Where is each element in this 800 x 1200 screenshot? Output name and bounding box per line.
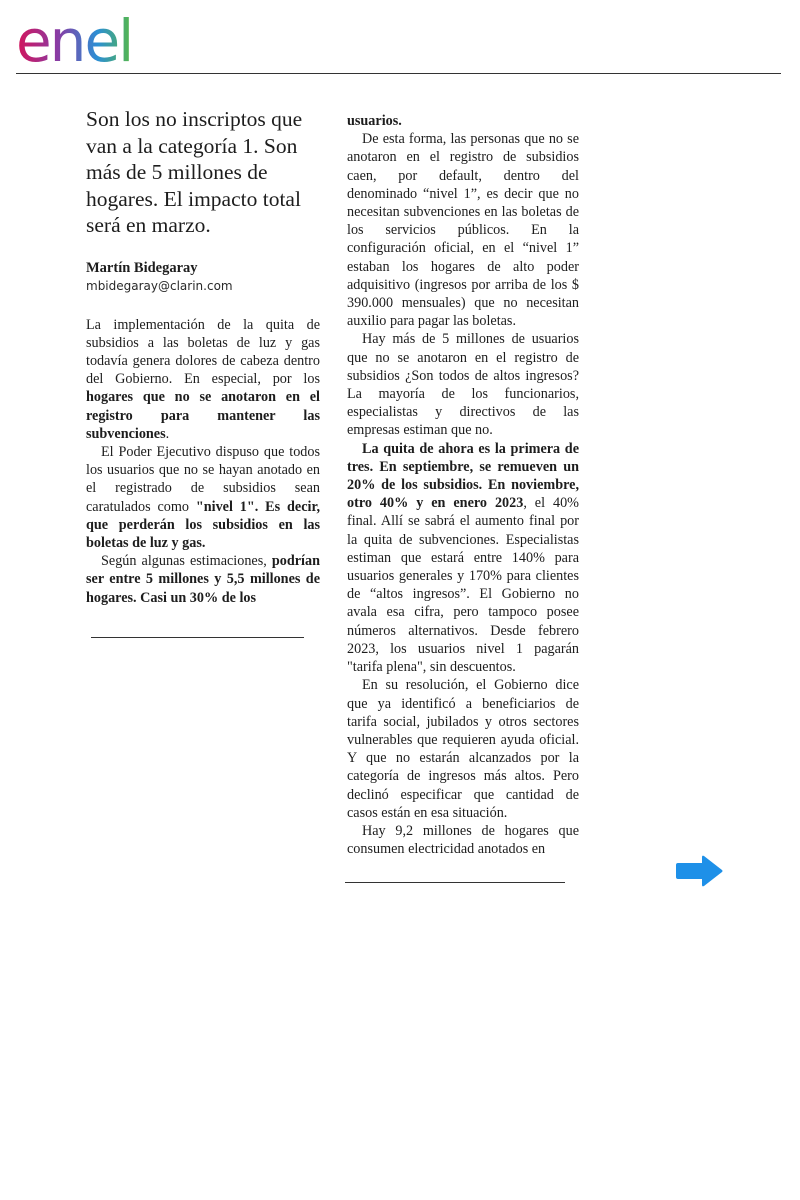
header-divider <box>16 73 781 74</box>
column-left <box>86 106 320 607</box>
column-end-rule <box>91 637 304 638</box>
paragraph: Hay 9,2 millones de hogares que consumen electricidad anotados en <box>347 822 579 858</box>
paragraph: En su resolución, el Gobierno dice que ya identificó a beneficiarios de tarifa social, jubilados y otros sectores vulnerables que requieren ayuda oficial. Y que no estarán alcanzados por la categoría de ingresos más altos. Pero declinó especificar que cantidad de casos están en esa situación. <box>347 677 579 821</box>
author-email[interactable]: mbidegaray@clarin.com <box>86 278 233 293</box>
arrow-right-icon[interactable] <box>674 855 724 887</box>
author-name: Martín Bidegaray <box>86 259 198 276</box>
paragraph: El Poder Ejecutivo dispuso que todos los usuarios que no se hayan anotado en el registrado de subsidios sean caratulados como "nivel 1". Es decir, que perderán los subsidios en las boletas de luz y gas. <box>86 443 321 551</box>
logo-text: enel <box>16 8 133 68</box>
enel-logo <box>16 8 176 68</box>
paragraph: usuarios. <box>347 113 402 129</box>
article-body-left <box>86 316 320 607</box>
paragraph: La quita de ahora es la primera de tres. En septiembre, se remueven un 20% de los subsidios. En noviembre, otro 40% y en enero 2023, el 40% final. Allí se sabrá el aumento final por la quita de subvenciones. Especialistas estiman que estará entre 140% para usuarios generales y 170% para clientes de “altos ingresos”. El Gobierno no avala esa cifra, pero tampoco posee números alternativos. Desde febrero 2023, los usuarios nivel 1 pagarán "tarifa plena", sin descuentos. <box>347 440 579 676</box>
paragraph: Hay más de 5 millones de usuarios que no se anotaron en el registro de subsidios ¿Son todos de altos ingresos? La mayoría de los funcionarios, especialistas y directivos de las empresas estiman que no. <box>347 331 579 439</box>
paragraph: La implementación de la quita de subsidios a las boletas de luz y gas todavía genera dolores de cabeza dentro del Gobierno. En especial, por los hogares que no se anotaron en el registro para mantener las subvenciones. <box>86 316 320 442</box>
paragraph: Según algunas estimaciones, podrían ser entre 5 millones y 5,5 millones de hogares. Casi un 30% de los <box>86 553 320 606</box>
article-deck: Son los no inscriptos que van a la categoría 1. Son más de 5 millones de hogares. El impacto total será en marzo. <box>86 107 303 237</box>
column-end-rule <box>345 882 565 883</box>
paragraph: De esta forma, las personas que no se anotaron en el registro de subsidios caen, por default, dentro del denominado “nivel 1”, es decir que no necesitan subvenciones en las boletas de los servicios públicos. En la configuración oficial, en el “nivel 1” estaban los hogares de alto poder adquisitivo (ingresos por arriba de los $ 390.000 mensuales) que no necesitan auxilio para pagar las boletas. <box>347 131 579 330</box>
column-right <box>347 112 579 858</box>
